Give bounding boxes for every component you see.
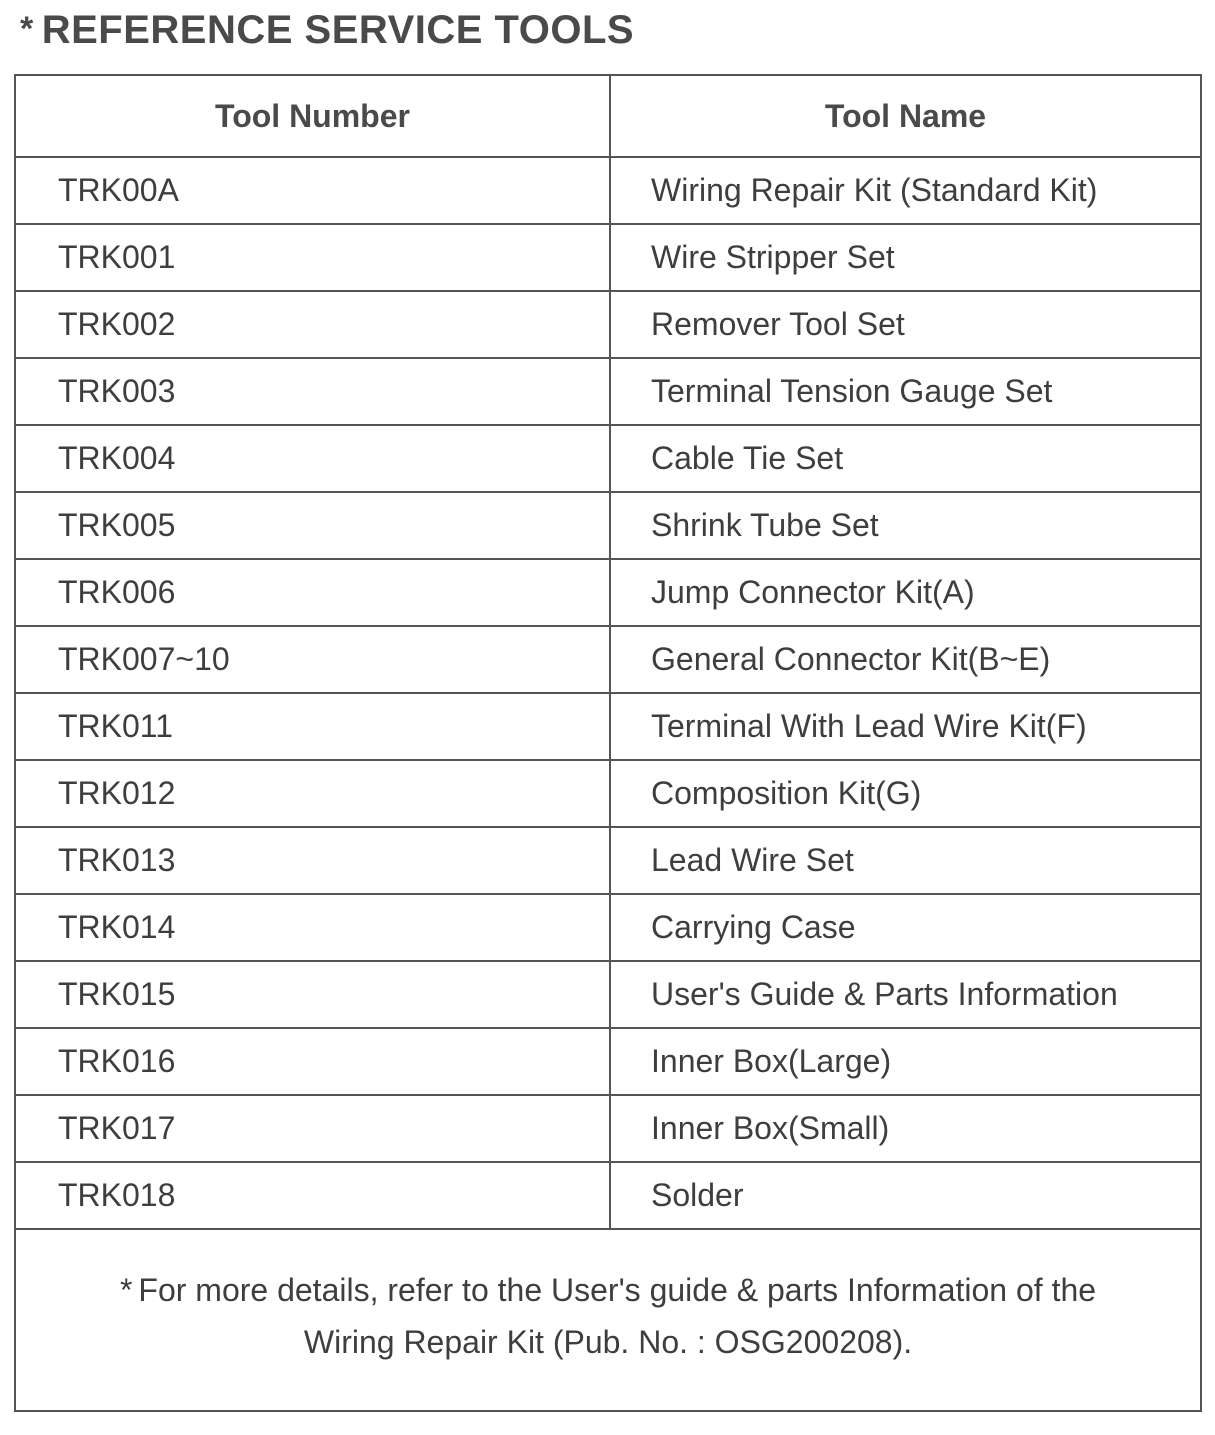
tool-name-cell: Inner Box(Large) xyxy=(610,1028,1200,1095)
table-row xyxy=(16,827,1200,894)
tool-number-cell: TRK013 xyxy=(16,827,610,894)
tool-number-cell: TRK015 xyxy=(16,961,610,1028)
tool-number-cell: TRK002 xyxy=(16,291,610,358)
tool-number-cell: TRK014 xyxy=(16,894,610,961)
tool-name-cell: Wire Stripper Set xyxy=(610,224,1200,291)
table-row xyxy=(16,157,1200,224)
tool-number-cell: TRK012 xyxy=(16,760,610,827)
service-tools-table xyxy=(16,76,1200,1230)
tool-name-cell: Wiring Repair Kit (Standard Kit) xyxy=(610,157,1200,224)
footnote-line-1 xyxy=(16,1264,1200,1316)
table-row xyxy=(16,291,1200,358)
service-tools-table-frame xyxy=(14,74,1202,1412)
title-text: REFERENCE SERVICE TOOLS xyxy=(41,8,635,52)
tool-number-cell: TRK003 xyxy=(16,358,610,425)
footnote-asterisk: * xyxy=(119,1272,133,1308)
tool-name-cell: Terminal With Lead Wire Kit(F) xyxy=(610,693,1200,760)
tool-number-cell: TRK001 xyxy=(16,224,610,291)
footnote-line-2: Wiring Repair Kit (Pub. No. : OSG200208). xyxy=(303,1324,913,1360)
table-row xyxy=(16,224,1200,291)
table-row xyxy=(16,693,1200,760)
footnote-text-1: For more details, refer to the User's guide & parts Information of the xyxy=(138,1272,1097,1308)
table-header-row xyxy=(16,76,1200,157)
table-row xyxy=(16,559,1200,626)
tool-name-cell: Lead Wire Set xyxy=(610,827,1200,894)
footnote xyxy=(16,1264,1200,1368)
tool-name-cell: General Connector Kit(B~E) xyxy=(610,626,1200,693)
tool-number-cell: TRK00A xyxy=(16,157,610,224)
tool-name-cell: Shrink Tube Set xyxy=(610,492,1200,559)
table-row xyxy=(16,425,1200,492)
tool-name-cell: Remover Tool Set xyxy=(610,291,1200,358)
tool-name-cell: Cable Tie Set xyxy=(610,425,1200,492)
table-row xyxy=(16,1028,1200,1095)
tool-number-cell: TRK016 xyxy=(16,1028,610,1095)
table-row xyxy=(16,626,1200,693)
tool-number-cell: TRK018 xyxy=(16,1162,610,1229)
title-asterisk: * xyxy=(20,10,34,48)
tool-name-cell: Jump Connector Kit(A) xyxy=(610,559,1200,626)
page-title xyxy=(20,8,634,53)
table-row xyxy=(16,358,1200,425)
table-row xyxy=(16,1162,1200,1229)
header-tool-name: Tool Name xyxy=(610,76,1200,157)
tool-number-cell: TRK004 xyxy=(16,425,610,492)
tool-name-cell: Composition Kit(G) xyxy=(610,760,1200,827)
tool-number-cell: TRK006 xyxy=(16,559,610,626)
tool-number-cell: TRK017 xyxy=(16,1095,610,1162)
tool-name-cell: Solder xyxy=(610,1162,1200,1229)
tool-number-cell: TRK011 xyxy=(16,693,610,760)
table-row xyxy=(16,961,1200,1028)
tool-name-cell: Inner Box(Small) xyxy=(610,1095,1200,1162)
table-row xyxy=(16,1095,1200,1162)
tool-name-cell: User's Guide & Parts Information xyxy=(610,961,1200,1028)
tool-name-cell: Terminal Tension Gauge Set xyxy=(610,358,1200,425)
tool-number-cell: TRK005 xyxy=(16,492,610,559)
table-row xyxy=(16,492,1200,559)
table-row xyxy=(16,894,1200,961)
table-row xyxy=(16,760,1200,827)
tool-name-cell: Carrying Case xyxy=(610,894,1200,961)
tool-number-cell: TRK007~10 xyxy=(16,626,610,693)
header-tool-number: Tool Number xyxy=(16,76,610,157)
